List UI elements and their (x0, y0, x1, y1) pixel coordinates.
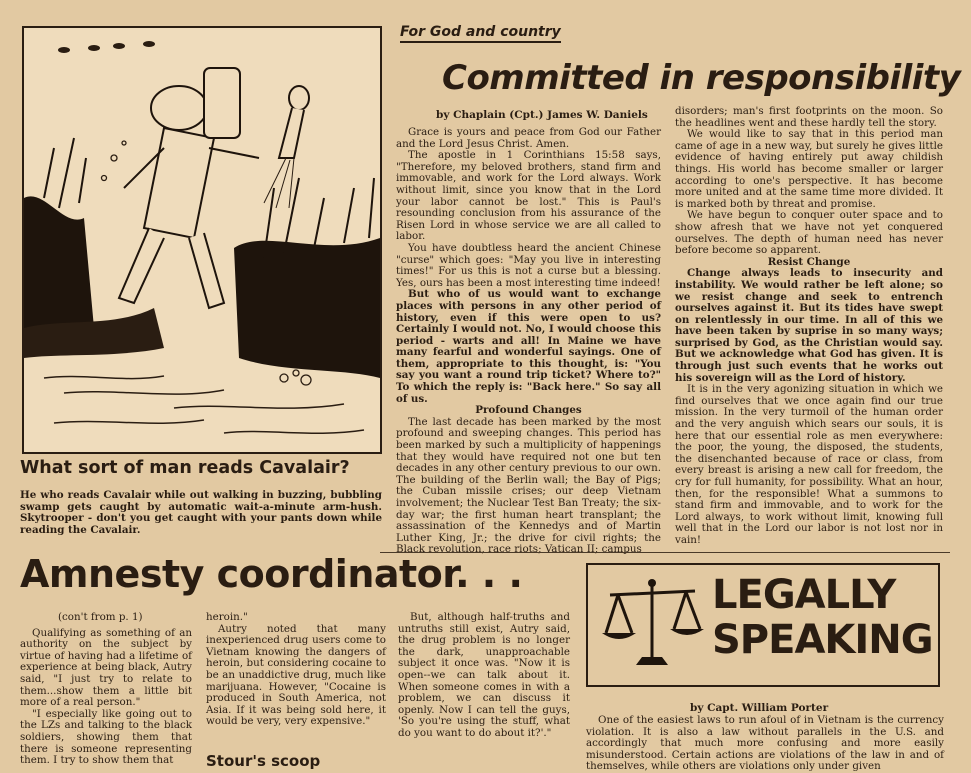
cartoon-caption-title: What sort of man reads Cavalair? (20, 458, 350, 478)
amnesty-column-1 (20, 612, 192, 767)
article-paragraph: Grace is yours and peace from God our Father and the Lord Jesus Christ. Amen. (396, 126, 661, 150)
legally-speaking-title-line2: SPEAKING (712, 617, 933, 663)
cartoon-caption-text: He who reads Cavalair while out walking in buzzing, bubbling swamp gets caught by automatic wait-a-minute arm-hush. Skytrooper - don't you get caught with your pants down while reading the Cavalair. (20, 489, 382, 536)
amnesty-column-3 (398, 612, 570, 767)
amnesty-column-1-body (20, 628, 192, 767)
article-paragraph: We have begun to conquer outer space and to show afresh that we have not yet conquered ourselves. The depth of human need has never before become so apparent. (675, 209, 943, 257)
article-paragraph: You have doubtless heard the ancient Chinese "curse" which goes: "May you live in interesting times!" For us this is not a curse but a blessing. Yes, ours has been a most interesting time indeed! (396, 241, 661, 289)
article-paragraph: The last decade has been marked by the most profound and sweeping changes. This period has been marked by such a multiplicity of happenings that they would have required not one but ten decades in any other century previous to our own. The building of the Berlin wall; the Bay of Pigs; the Cuban missile crises; our deep Vietnam involvement; the Nuclear Test Ban Treaty; the six-day war; the first human heart transplant; the assassination of the Kennedys and of Martin Luther King, Jr.; the drive for civil rights; the Black revolution, race riots; Vatican II; campus (396, 415, 661, 556)
next-article-heading: Stour's scoop (206, 752, 321, 770)
article-headline: Committed in responsibility (442, 58, 961, 98)
article-column-left (396, 126, 661, 556)
article-paragraph: But, although half-truths and untruths still exist, Autry said, the drug problem is no longer the dark, unapproachable subject it once was. "Now it is open--we can talk about it. When someone comes in with a problem, we can discuss it openly. Now I can tell the guys, 'So you're using the stuff, what do you want to do about it?'." (398, 611, 570, 739)
article-paragraph: disorders; man's first footprints on the moon. So the headlines went and these hardly tell the story. (675, 105, 943, 129)
legal-body (586, 714, 944, 773)
article-paragraph: "I especially like going out to the LZs and talking to the black soldiers, showing them that there is someone representing them. I try to show them that (20, 707, 192, 767)
article-paragraph: We would like to say that in this period man came of age in a new way, but surely he gives little evidence of having entirely put away childish things. His world has become smaller or larger according to one's perspective. It has become more united and at the same time more divided. It is marked both by threat and promise. (675, 128, 943, 210)
cartoon-illustration (22, 26, 382, 454)
swamp-cartoon-drawing (24, 28, 380, 452)
continued-note: (con't from p. 1) (58, 611, 143, 623)
article-byline: by Chaplain (Cpt.) James W. Daniels (436, 109, 648, 121)
article-paragraph: The apostle in 1 Corinthians 15:58 says, "Therefore, my beloved brothers, stand firm and immovable, and work for the Lord always. Work without limit, since you know that in the Lord your labor cannot be lost." This is Paul's resounding conclusion from his assurance of the Risen Lord in whose service we are all called to labor. (396, 149, 661, 243)
article-paragraph: heroin." (206, 611, 248, 623)
section-subheading: Profound Changes (475, 404, 582, 417)
article-paragraph: Qualifying as something of an authority on the subject by virtue of having had a lifetime of experience at being black, Autry said, "I just try to relate to them...show them a little bit more of a real person." (20, 626, 192, 709)
article-paragraph: But who of us would want to exchange places with persons in any other period of history, even if this were open to us? Certainly I would not. No, I would choose this period - warts and all! In Maine we have many fearful and wonderful sayings. One of them, appropriate to this thought, is: "You say you want a round trip ticket? Where to?" To which the reply is: "Back here." So say all of us. (396, 288, 661, 405)
amnesty-column-2 (206, 612, 386, 767)
article-paragraph: Change always leads to insecurity and instability. We would rather be left alone; so we resist change and seek to entrench ourselves against it. But its tides have swept on relentlessly in our time. In all of this we have been taken by suprise in so many ways; surprised by God, as the Christian would say. But we acknowledge what God has given. It is through just such events that he works out his sovereign will as the Lord of history. (675, 267, 943, 384)
article-paragraph: Autry noted that many inexperienced drug users come to Vietnam knowing the dangers of heroin, but considering cocaine to be an unaddictive drug, much like marijuana. However, "Cocaine is produced in South America, not Asia. If it was being sold here, it would be very, very expensive." (206, 622, 386, 728)
scales-of-justice-icon (600, 573, 705, 673)
section-subheading: Resist Change (767, 255, 851, 268)
amnesty-headline: Amnesty coordinator. . . (20, 552, 523, 596)
article-column-right (675, 106, 943, 546)
article-paragraph: It is in the very agonizing situation in which we find ourselves that we once again find our true mission. In the very turmoil of the human order and the very anguish which sears our souls, it is here that our essential role as men everywhere: the poor, the young, the disposed, the students, the disenchanted because of race or class, from every breast is arising a new call for freedom, the cry for full humanity, for possibility. What an hour, then, for the responsible! What a summons to stand firm and immovable, and to work for the Lord always, to work without limit, knowing full well that in the Lord our labor is not lost nor in vain! (675, 383, 943, 546)
legal-paragraph: One of the easiest laws to run afoul of in Vietnam is the currency violation. It is also a law without parallels in the U.S. and accordingly that much more confusing and more easily misunderstood. Certain actions are violations of the law in and of themselves, while others are violations only under given (586, 714, 944, 773)
article-kicker: For God and country (400, 24, 561, 43)
legally-speaking-title-line1: LEGALLY (712, 572, 896, 618)
legal-byline: by Capt. William Porter (690, 702, 829, 714)
